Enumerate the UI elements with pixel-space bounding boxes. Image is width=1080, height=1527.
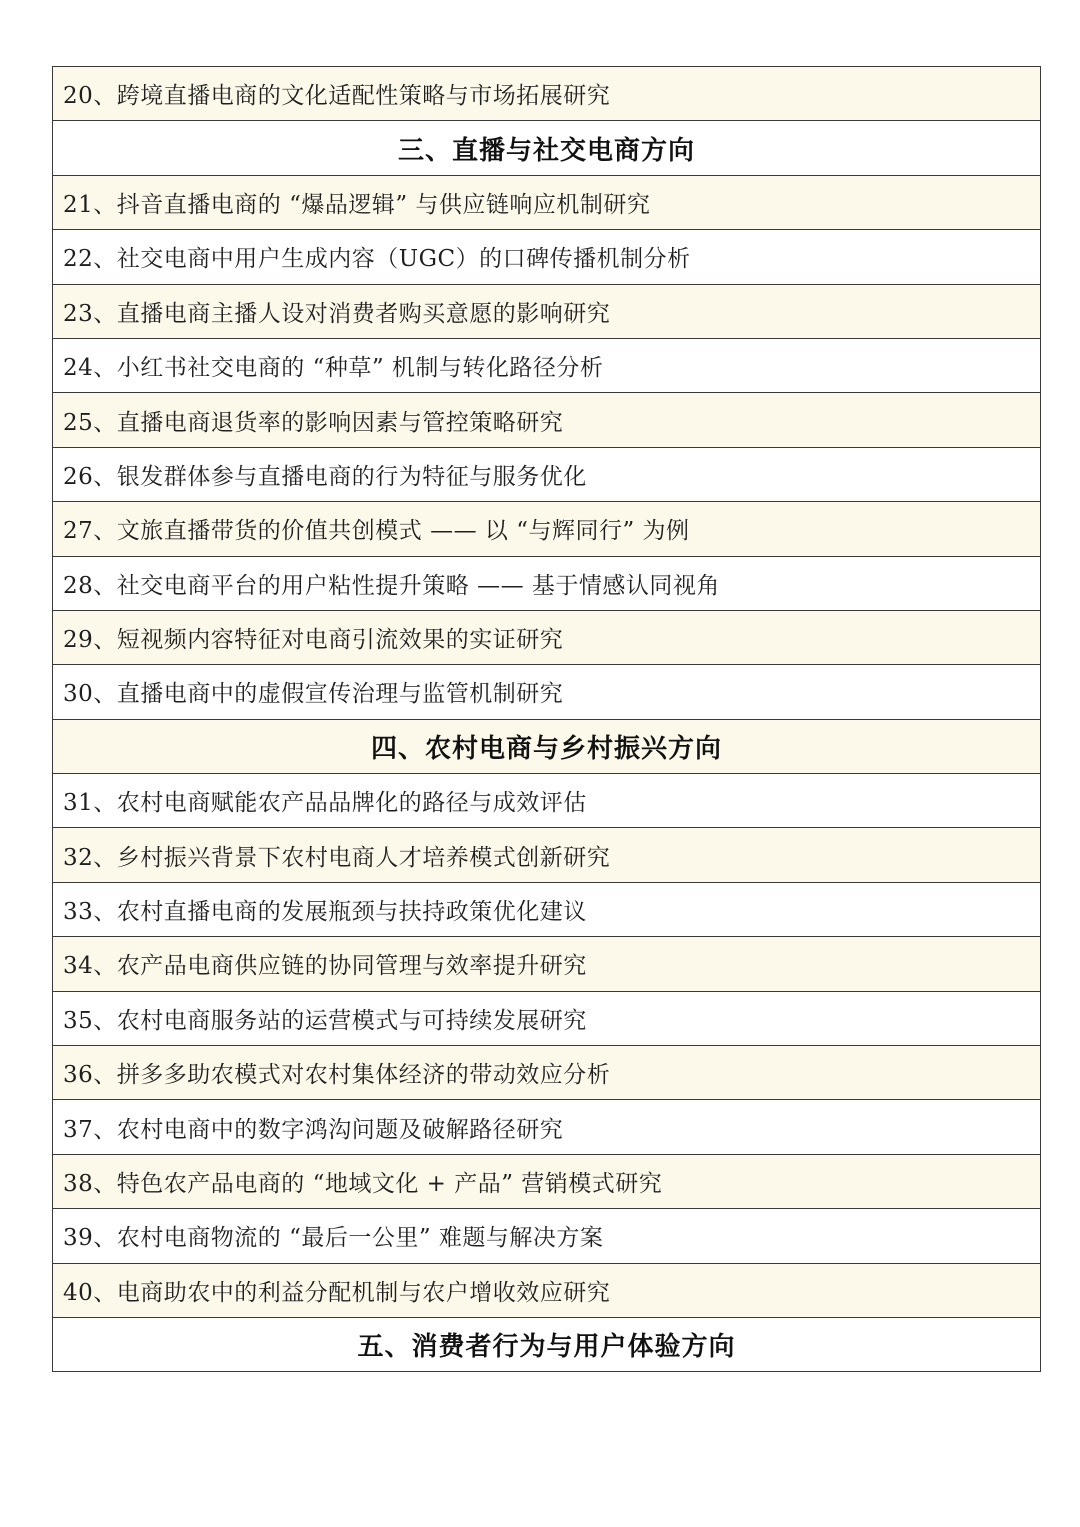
topic-row xyxy=(53,230,1041,284)
topic-row xyxy=(53,556,1041,610)
topic-title: 30、直播电商中的虚假宣传治理与监管机制研究 xyxy=(53,665,1041,719)
topic-title: 40、电商助农中的利益分配机制与农户增收效应研究 xyxy=(53,1263,1041,1317)
topic-row xyxy=(53,447,1041,501)
topic-title: 22、社交电商中用户生成内容（UGC）的口碑传播机制分析 xyxy=(53,230,1041,284)
topic-row xyxy=(53,665,1041,719)
topic-title: 38、特色农产品电商的 “地域文化 + 产品” 营销模式研究 xyxy=(53,1154,1041,1208)
topic-row xyxy=(53,774,1041,828)
topic-row xyxy=(53,1100,1041,1154)
topic-title: 24、小红书社交电商的 “种草” 机制与转化路径分析 xyxy=(53,338,1041,392)
topic-title: 21、抖音直播电商的 “爆品逻辑” 与供应链响应机制研究 xyxy=(53,175,1041,229)
topic-row xyxy=(53,393,1041,447)
section-header-row xyxy=(53,1317,1041,1371)
topic-title: 29、短视频内容特征对电商引流效果的实证研究 xyxy=(53,610,1041,664)
topic-title: 31、农村电商赋能农产品品牌化的路径与成效评估 xyxy=(53,774,1041,828)
topic-row xyxy=(53,610,1041,664)
topic-row xyxy=(53,882,1041,936)
topic-title: 26、银发群体参与直播电商的行为特征与服务优化 xyxy=(53,447,1041,501)
topic-row xyxy=(53,502,1041,556)
topic-title: 28、社交电商平台的用户粘性提升策略 —— 基于情感认同视角 xyxy=(53,556,1041,610)
topic-row xyxy=(53,67,1041,121)
topic-title: 37、农村电商中的数字鸿沟问题及破解路径研究 xyxy=(53,1100,1041,1154)
topic-title: 25、直播电商退货率的影响因素与管控策略研究 xyxy=(53,393,1041,447)
topic-title: 33、农村直播电商的发展瓶颈与扶持政策优化建议 xyxy=(53,882,1041,936)
section-header-row xyxy=(53,719,1041,773)
topic-row xyxy=(53,175,1041,229)
topic-row xyxy=(53,991,1041,1045)
topic-title: 35、农村电商服务站的运营模式与可持续发展研究 xyxy=(53,991,1041,1045)
section-title: 四、农村电商与乡村振兴方向 xyxy=(53,719,1041,773)
topic-title: 23、直播电商主播人设对消费者购买意愿的影响研究 xyxy=(53,284,1041,338)
topic-table xyxy=(52,66,1041,1372)
topic-row xyxy=(53,1154,1041,1208)
topic-row xyxy=(53,937,1041,991)
topic-row xyxy=(53,1263,1041,1317)
topic-title: 20、跨境直播电商的文化适配性策略与市场拓展研究 xyxy=(53,67,1041,121)
topic-title: 39、农村电商物流的 “最后一公里” 难题与解决方案 xyxy=(53,1209,1041,1263)
topic-row xyxy=(53,338,1041,392)
topic-row xyxy=(53,828,1041,882)
topic-title: 32、乡村振兴背景下农村电商人才培养模式创新研究 xyxy=(53,828,1041,882)
section-header-row xyxy=(53,121,1041,175)
section-title: 五、消费者行为与用户体验方向 xyxy=(53,1317,1041,1371)
topic-row xyxy=(53,284,1041,338)
topic-row xyxy=(53,1046,1041,1100)
topic-title: 36、拼多多助农模式对农村集体经济的带动效应分析 xyxy=(53,1046,1041,1100)
topic-row xyxy=(53,1209,1041,1263)
topic-title: 34、农产品电商供应链的协同管理与效率提升研究 xyxy=(53,937,1041,991)
section-title: 三、直播与社交电商方向 xyxy=(53,121,1041,175)
topic-title: 27、文旅直播带货的价值共创模式 —— 以 “与辉同行” 为例 xyxy=(53,502,1041,556)
topic-table-body xyxy=(53,67,1041,1372)
